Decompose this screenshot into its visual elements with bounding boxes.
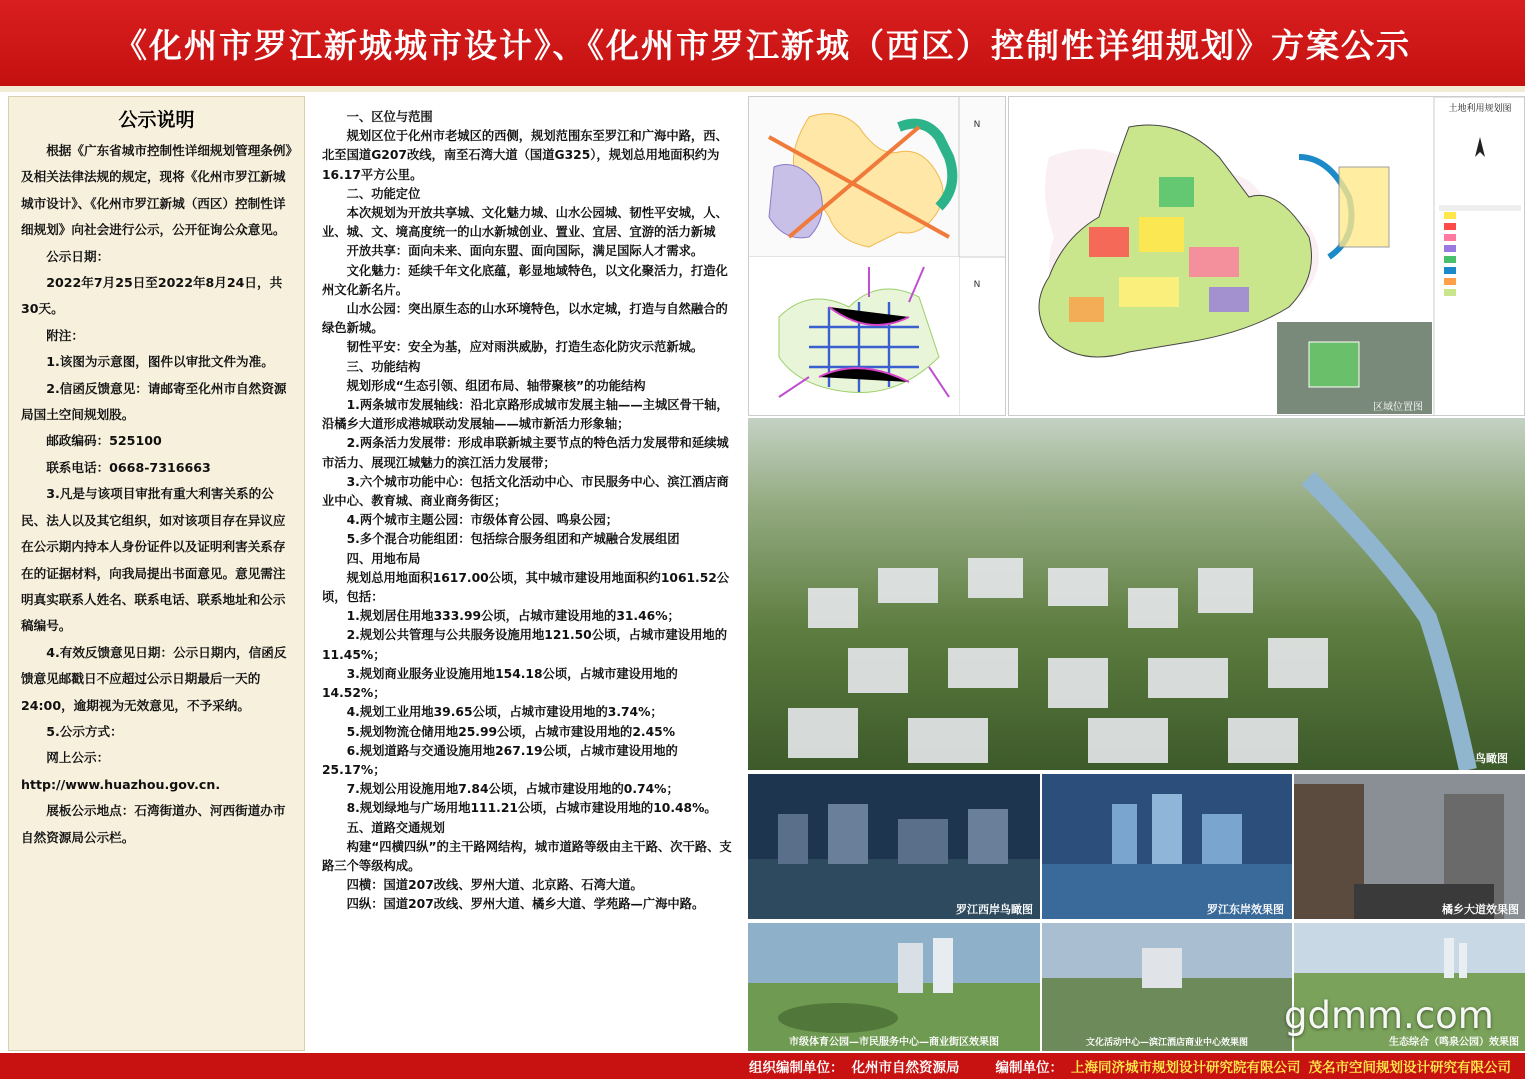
aerial-rendering-icon [748,418,1525,770]
juxiang-road-render-icon [1294,774,1525,919]
photo-caption: 文化活动中心—滨江酒店商业中心效果图 [1085,1038,1249,1048]
render-photo-3 [1294,774,1525,919]
structure-diagram-icon [749,97,1006,416]
svg-text:N: N [973,120,981,130]
content-paragraph: 2.两条活力发展带：形成串联新城主要节点的特色活力发展带和延续城市活力、展现江城魅力的滨江活力发展带； [322,436,729,470]
content-paragraph: 山水公园：突出原生态的山水环境特色，以水定城，打造与自然融合的绿色新城。 [322,302,728,336]
photo-caption: 罗江东岸效果图 [1207,903,1284,916]
page-title-banner [0,0,1525,86]
content-paragraph: 7.规划公用设施用地7.84公顷，占城市建设用地的0.74%； [346,782,679,797]
photo-caption: 罗江西岸鸟瞰图 [956,903,1033,916]
content-paragraph: 2.规划公共管理与公共服务设施用地121.50公顷，占城市建设用地的11.45%； [322,628,727,662]
section-heading: 四、用地布局 [346,551,421,566]
notice-title: 公示说明 [118,109,195,131]
notice-paragraph: 1.该图为示意图，图件以审批文件为准。 [46,354,274,370]
photo-caption: 橘乡大道效果图 [1442,903,1519,916]
notice-paragraph: 邮政编码：525100 [46,433,162,449]
content-paragraph: 规划总用地面积1617.00公顷，其中城市建设用地面积约1061.52公顷，包括： [322,570,730,605]
content-paragraph: 1.两条城市发展轴线：沿北京路形成城市发展主轴——主城区骨干轴，沿橘乡大道形成港城联动发展轴——城市新活力形象轴； [322,398,729,432]
footer-maker-1: 上海同济城市规划设计研究院有限公司 [1071,1060,1301,1076]
notice-paragraph: 网上公示：http://www.huazhou.gov.cn. [21,750,221,792]
notice-paragraph: 附注： [46,327,84,343]
content-paragraph: 8.规划绿地与广场用地111.21公顷，占城市建设用地的10.48%。 [346,801,717,816]
sports-park-render-icon [748,923,1040,1051]
footer-org-label: 组织编制单位： [749,1060,844,1076]
content-paragraph: 5.多个混合功能组团：包括综合服务组团和产城融合发展组团 [346,532,680,547]
render-photo-2 [1042,774,1334,919]
section-heading: 三、功能结构 [346,359,421,374]
notice-paragraph: 4.有效反馈意见日期：公示日期内，信函反馈意见邮戳日不应超过公示日期最后一天的24:00，逾期视为无效意见，不予采纳。 [21,644,287,713]
footer-bar [0,1053,1525,1079]
section-heading: 五、道路交通规划 [346,820,445,835]
land-use-map-title: 土地利用规划图 [1448,104,1512,114]
content-paragraph: 开放共享：面向未来、面向东盟、面向国际，满足国际人才需求。 [346,244,704,259]
content-paragraph: 四横：国道207改线、罗州大道、北京路、石湾大道。 [346,878,643,893]
content-paragraph: 4.两个城市主题公园：市级体育公园、鸣泉公园； [346,513,619,528]
east-bank-render-icon [1042,774,1292,919]
page-title: 《化州市罗江新城城市设计》、《化州市罗江新城（西区）控制性详细规划》方案公示 [114,25,1411,65]
notice-paragraph: 根据《广东省城市控制性详细规划管理条例》及相关法律法规的规定，现将《化州市罗江新城城市设计》、《化州市罗江新城（西区）控制性详细规划》向社会进行公示，公开征询公众意见。 [21,143,292,238]
header-divider [0,86,1525,92]
aerial-caption: 鸟瞰图 [1475,752,1508,765]
notice-paragraph: 5.公示方式： [46,723,123,739]
footer-maker-2: 茂名市空间规划设计研究有限公司 [1308,1060,1511,1076]
content-paragraph: 5.规划物流仓储用地25.99公顷，占城市建设用地的2.45% [346,724,676,739]
content-paragraph: 构建“四横四纵”的主干路网结构，城市道路等级由主干路、次干路、支路三个等级构成。 [322,839,732,873]
structure-maps [748,96,1006,416]
content-paragraph: 1.规划居住用地333.99公顷，占城市建设用地的31.46%； [346,609,680,624]
content-paragraph: 3.六个城市功能中心：包括文化活动中心、市民服务中心、滨江酒店商业中心、教育城、商业商务街区； [322,474,729,509]
notice-paragraph: 公示日期： [46,248,110,264]
plan-description [308,96,744,1051]
footer-org-name: 化州市自然资源局 [851,1060,960,1076]
notice-paragraph: 2022年7月25日至2022年8月24日，共30天。 [21,275,283,317]
render-photo-4 [748,923,1040,1051]
photo-caption: 市级体育公园—市民服务中心—商业街区效果图 [789,1037,999,1048]
content-paragraph: 韧性平安：安全为基，应对雨洪威胁，打造生态化防灾示范新城。 [346,340,704,355]
content-paragraph: 四纵：国道207改线、罗州大道、橘乡大道、学苑路—广海中路。 [346,897,705,912]
west-bank-render-icon [748,774,1040,919]
content-paragraph: 规划形成“生态引领、组团布局、轴带聚核”的功能结构 [346,378,646,393]
section-heading: 二、功能定位 [346,186,421,201]
svg-text:N: N [973,280,981,290]
content-paragraph: 规划区位于化州市老城区的西侧，规划范围东至罗江和广海中路，西、北至国道G207改线，南至石湾大道（国道G325），规划总用地面积约为16.17平方公里。 [322,129,728,182]
content-paragraph: 本次规划为开放共享城、文化魅力城、山水公园城、韧性平安城，人、业、城、文、境高度统一的山水新城创业、置业、宜居、宜游的活力新城 [322,206,728,240]
aerial-view-image [748,418,1525,770]
content-paragraph: 4.规划工业用地39.65公顷，占城市建设用地的3.74%； [346,705,663,720]
land-use-map-icon [1009,97,1525,416]
culture-center-render-icon [1042,923,1292,1051]
notice-paragraph: 2.信函反馈意见：请邮寄至化州市自然资源局国土空间规划股。 [21,380,287,423]
content-paragraph: 6.规划道路与交通设施用地267.19公顷，占城市建设用地的25.17%； [322,743,678,777]
notice-paragraph: 3.凡是与该项目审批有重大利害关系的公民、法人以及其它组织，如对该项目存在异议应在公示期内持本人身份证件以及证明利害关系存在的证据材料，向我局提出书面意见。意见需注明真实联系人姓名、联系电话、联系地址和公示稿编号。 [21,486,286,634]
section-heading: 一、区位与范围 [346,110,433,124]
notice-paragraph: 展板公示地点：石湾街道办、河西街道办市自然资源局公示栏。 [21,803,286,845]
notice-panel [8,96,305,1051]
photo-caption: 生态综合（鸣泉公园）效果图 [1389,1037,1519,1048]
content-paragraph: 文化魅力：延续千年文化底蕴，彰显地域特色，以文化聚活力，打造化州文化新名片。 [322,263,728,297]
content-paragraph: 3.规划商业服务业设施用地154.18公顷，占城市建设用地的14.52%； [322,666,678,701]
location-map-caption: 区域位置图 [1373,402,1423,413]
plan-figures [748,96,1525,1051]
notice-paragraph: 联系电话：0668-7316663 [46,459,211,475]
land-use-map [1008,96,1525,416]
site-watermark: gdmm.com [1284,994,1494,1037]
render-photo-1 [748,774,1040,919]
footer-maker-label: 编制单位： [995,1060,1063,1076]
